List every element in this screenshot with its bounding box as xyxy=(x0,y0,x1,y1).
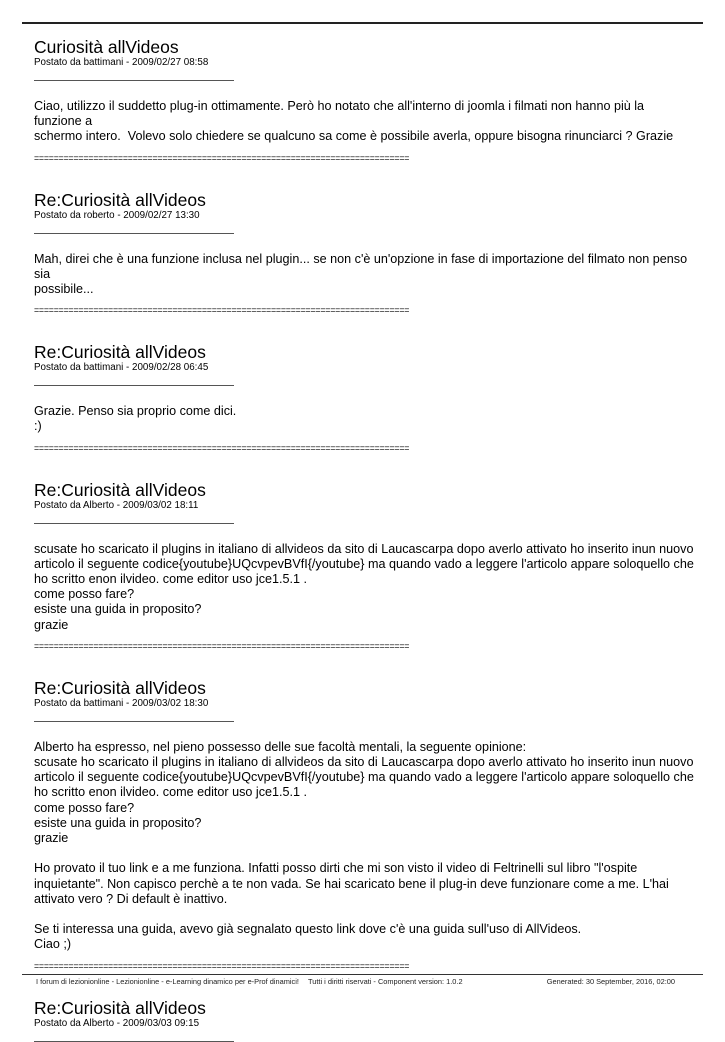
forum-post xyxy=(34,190,694,316)
forum-post xyxy=(34,480,694,651)
forum-post xyxy=(34,998,694,1042)
post-divider xyxy=(34,721,234,722)
top-rule xyxy=(22,22,703,24)
forum-thread xyxy=(34,37,694,1042)
post-divider xyxy=(34,523,234,524)
post-separator: ============================================================================ xyxy=(34,640,410,651)
post-divider xyxy=(34,385,234,386)
footer-site-name: I forum di lezionionline - Lezionionline - e-Learning dinamico per e-Prof dinamici! xyxy=(36,977,299,986)
post-body: Ciao, utilizzo il suddetto plug-in ottimamente. Però ho notato che all'interno di joomla i filmati non hanno più la funzione a schermo intero. Volevo solo chiedere se qualcuno sa come è possibile averla, oppure bisogna rinunciarci ? Grazie xyxy=(34,99,674,144)
post-title: Re:Curiosità allVideos xyxy=(34,479,206,500)
post-separator: ============================================================================ xyxy=(34,305,410,316)
post-title: Re:Curiosità allVideos xyxy=(34,997,206,1018)
post-body: scusate ho scaricato il plugins in italiano di allvideos da sito di Laucascarpa dopo averlo attivato ho inserito inun nuovo articolo il seguente codice{youtube}UQcvpevBVfI{/youtube} ma quando vado a leggere l'articolo appare soloquello che ho scritto enon ilvideo. come editor uso jce1.5.1 . come posso fare? esiste una guida in proposito? grazie xyxy=(34,541,694,632)
post-meta: Postato da Alberto - 2009/03/03 09:15 xyxy=(34,1017,200,1029)
footer-rule xyxy=(22,974,703,975)
post-separator: ============================================================================ xyxy=(34,152,410,163)
post-divider xyxy=(34,80,234,81)
post-separator: ============================================================================ xyxy=(34,442,410,453)
post-body: Mah, direi che è una funzione inclusa nel plugin... se non c'è un'opzione in fase di importazione del filmato non penso sia possibile... xyxy=(34,251,688,297)
post-separator: ============================================================================ xyxy=(34,960,410,971)
forum-post xyxy=(34,678,694,971)
post-meta: Postato da roberto - 2009/02/27 13:30 xyxy=(34,209,200,221)
post-meta: Postato da battimani - 2009/02/27 08:58 xyxy=(34,57,209,68)
forum-post xyxy=(34,342,694,452)
forum-post xyxy=(34,37,694,163)
post-title: Curiosità allVideos xyxy=(34,37,179,57)
footer-generated-date: Generated: 30 September, 2016, 02:00 xyxy=(546,977,675,986)
post-title: Re:Curiosità allVideos xyxy=(34,677,206,698)
post-body: Alberto ha espresso, nel pieno possesso delle sue facoltà mentali, la seguente opinione: scusate ho scaricato il plugins in italiano di allvideos da sito di Laucascarpa dopo averlo attivato ho inserito inun nuovo articolo il seguente codice{youtube}UQcvpevBVfI{/youtube} ma quando vado a leggere l'articolo appare soloquello che ho scritto enon ilvideo. come editor uso jce1.5.1 . come posso fare? esiste una guida in proposito? grazie Ho provato il tuo link e a me funziona. Infatti posso dirti che mi son visto il video di Feltrinelli sul libro "l'ospite inquietante". Non capisco perchè a te non vada. Se hai scaricato bene il plug-in deve funzionare come a me. L'hai attivato vero ? Di default è inattivo. Se ti interessa una guida, avevo già segnalato questo link dove c'è una guida sull'uso di AllVideos. Ciao ;) xyxy=(34,739,694,952)
post-title: Re:Curiosità allVideos xyxy=(34,342,206,363)
footer-component-version: Tutti i diritti riservati - Component version: 1.0.2 xyxy=(308,977,463,986)
post-meta: Postato da battimani - 2009/03/02 18:30 xyxy=(34,697,209,709)
post-body: Grazie. Penso sia proprio come dici. :) xyxy=(34,404,237,434)
post-divider xyxy=(34,233,234,234)
post-meta: Postato da Alberto - 2009/03/02 18:11 xyxy=(34,499,199,511)
post-title: Re:Curiosità allVideos xyxy=(34,189,206,210)
post-meta: Postato da battimani - 2009/02/28 06:45 xyxy=(34,362,209,374)
